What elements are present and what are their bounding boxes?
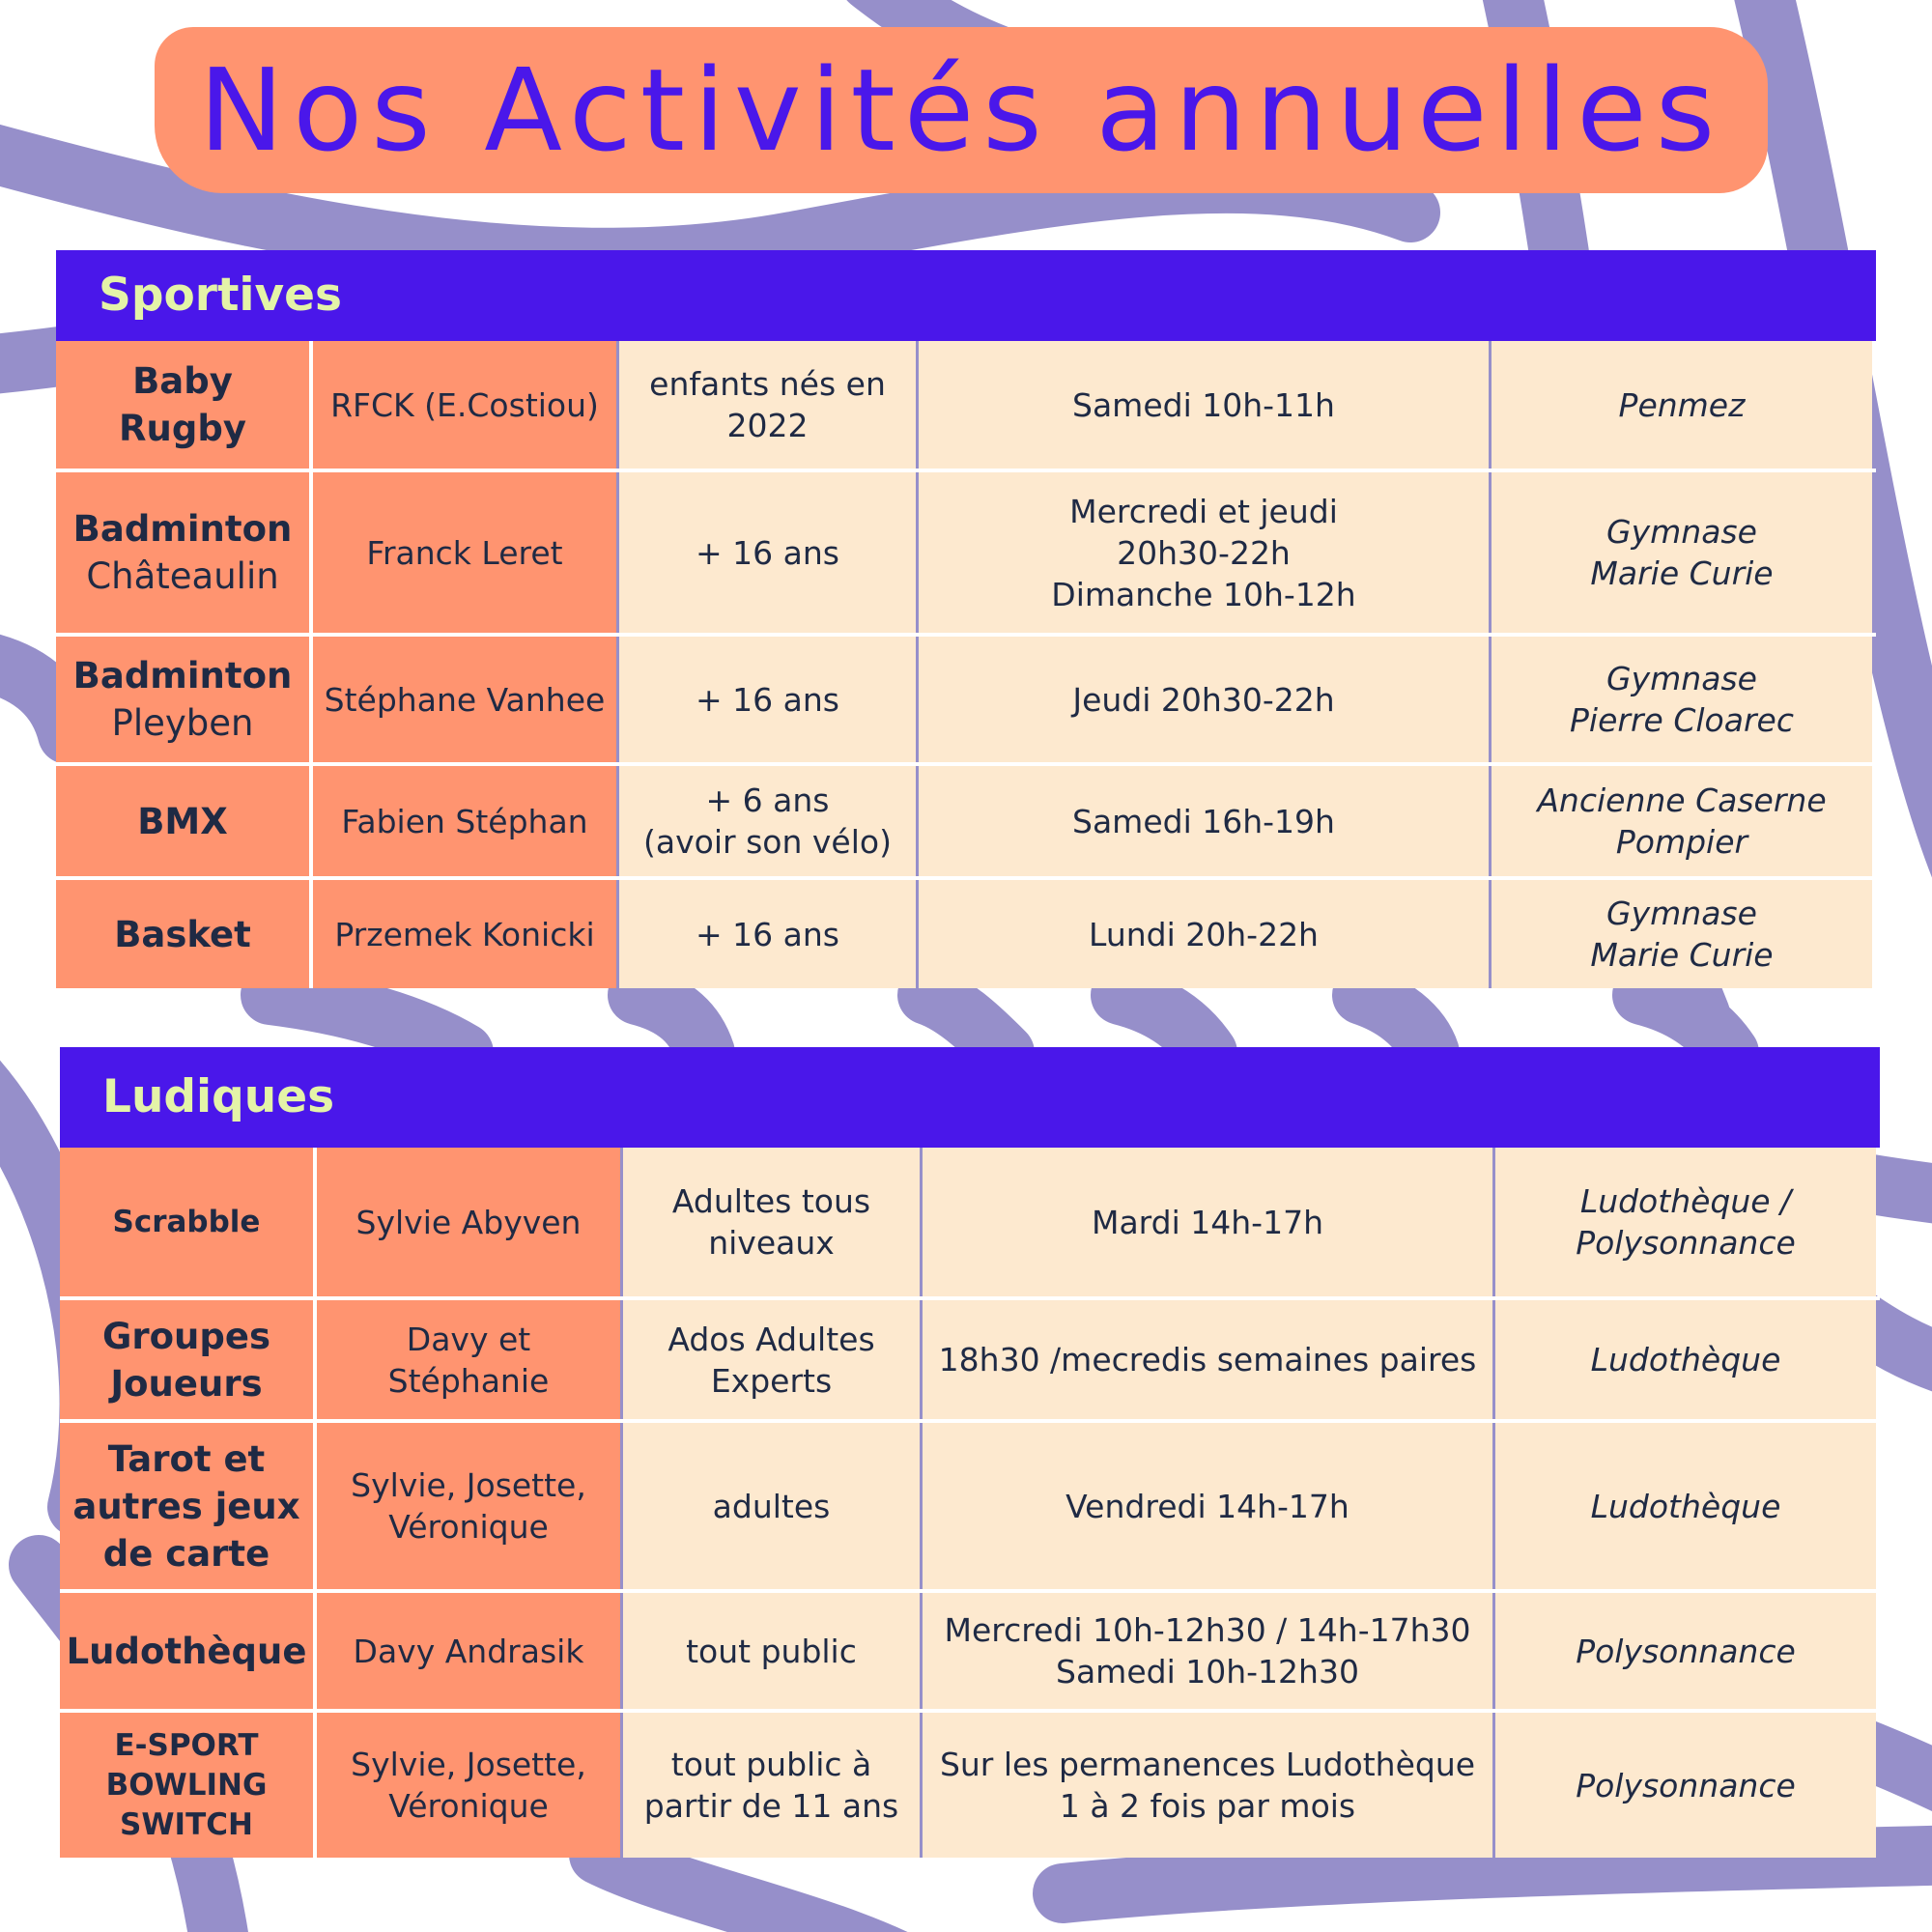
activity-location: Gymnase Marie Curie xyxy=(1492,472,1872,633)
activity-name xyxy=(56,637,313,762)
activity-contact: Sylvie, Josette, Véronique xyxy=(317,1713,620,1858)
activity-contact: Davy Andrasik xyxy=(317,1593,620,1709)
activity-subtitle: Pleyben xyxy=(111,702,254,744)
activity-location: Gymnase Pierre Cloarec xyxy=(1492,637,1872,762)
activity-title: Badminton xyxy=(72,655,293,696)
activity-audience: Ados Adultes Experts xyxy=(620,1300,923,1419)
activity-location: Penmez xyxy=(1492,341,1872,469)
activity-audience: enfants nés en 2022 xyxy=(616,341,919,469)
activity-location: Gymnase Marie Curie xyxy=(1492,880,1872,988)
activity-audience: adultes xyxy=(620,1423,923,1589)
activity-audience: tout public xyxy=(620,1593,923,1709)
activity-contact: Stéphane Vanhee xyxy=(313,637,616,762)
activity-contact: RFCK (E.Costiou) xyxy=(313,341,616,469)
table-row xyxy=(56,766,1876,880)
activity-schedule: Mercredi et jeudi 20h30-22h Dimanche 10h-12h xyxy=(919,472,1492,633)
activity-location: Ludothèque xyxy=(1495,1423,1876,1589)
table-row xyxy=(60,1148,1880,1300)
activity-schedule: Samedi 10h-11h xyxy=(919,341,1492,469)
activity-audience: tout public à partir de 11 ans xyxy=(620,1713,923,1858)
activity-audience: + 16 ans xyxy=(616,637,919,762)
activity-contact: Fabien Stéphan xyxy=(313,766,616,876)
activity-name: Ludothèque xyxy=(60,1593,317,1709)
activity-audience: + 16 ans xyxy=(616,880,919,988)
table-row xyxy=(60,1713,1880,1858)
activity-location: Ancienne Caserne Pompier xyxy=(1492,766,1872,876)
activity-location: Ludothèque xyxy=(1495,1300,1876,1419)
section-sportives xyxy=(56,250,1876,988)
activity-title: BMX xyxy=(137,800,228,842)
table-row xyxy=(56,472,1876,637)
activity-name xyxy=(60,1148,317,1296)
activity-location: Polysonnance xyxy=(1495,1593,1876,1709)
activity-audience: + 16 ans xyxy=(616,472,919,633)
activity-contact: Davy et Stéphanie xyxy=(317,1300,620,1419)
table-row xyxy=(56,880,1876,988)
activity-name xyxy=(56,880,313,988)
activity-name: E-SPORT BOWLING SWITCH xyxy=(60,1713,317,1858)
activity-schedule: Jeudi 20h30-22h xyxy=(919,637,1492,762)
activity-location: Polysonnance xyxy=(1495,1713,1876,1858)
table-row xyxy=(56,341,1876,472)
activity-audience: + 6 ans (avoir son vélo) xyxy=(616,766,919,876)
activity-contact: Sylvie, Josette, Véronique xyxy=(317,1423,620,1589)
title-banner xyxy=(155,27,1768,193)
activity-location: Ludothèque / Polysonnance xyxy=(1495,1148,1876,1296)
activity-title: Badminton xyxy=(72,508,293,550)
activity-name xyxy=(56,341,313,469)
table-row xyxy=(60,1300,1880,1423)
activity-schedule: 18h30 /mecredis semaines paires xyxy=(923,1300,1495,1419)
activity-title: Scrabble xyxy=(112,1204,261,1239)
activity-schedule: Vendredi 14h-17h xyxy=(923,1423,1495,1589)
activity-schedule: Mercredi 10h-12h30 / 14h-17h30 Samedi 10h-12h30 xyxy=(923,1593,1495,1709)
activity-audience: Adultes tous niveaux xyxy=(620,1148,923,1296)
activity-subtitle: Châteaulin xyxy=(86,555,279,597)
activity-title: Basket xyxy=(114,913,251,955)
activity-contact: Franck Leret xyxy=(313,472,616,633)
activity-schedule: Samedi 16h-19h xyxy=(919,766,1492,876)
table-row xyxy=(60,1423,1880,1593)
section-heading: Ludiques xyxy=(60,1047,1880,1148)
activity-contact: Przemek Konicki xyxy=(313,880,616,988)
table-row xyxy=(60,1593,1880,1713)
section-heading: Sportives xyxy=(56,250,1876,341)
page-title: Nos Activités annuelles xyxy=(198,43,1724,177)
activity-name: Groupes Joueurs xyxy=(60,1300,317,1419)
table-row xyxy=(56,637,1876,766)
activity-title: Baby Rugby xyxy=(119,360,246,449)
activity-schedule: Lundi 20h-22h xyxy=(919,880,1492,988)
activity-contact: Sylvie Abyven xyxy=(317,1148,620,1296)
section-ludiques xyxy=(60,1047,1880,1858)
activity-schedule: Sur les permanences Ludothèque 1 à 2 fois par mois xyxy=(923,1713,1495,1858)
activity-name: Tarot et autres jeux de carte xyxy=(60,1423,317,1589)
activity-schedule: Mardi 14h-17h xyxy=(923,1148,1495,1296)
activity-name xyxy=(56,472,313,633)
activity-name xyxy=(56,766,313,876)
